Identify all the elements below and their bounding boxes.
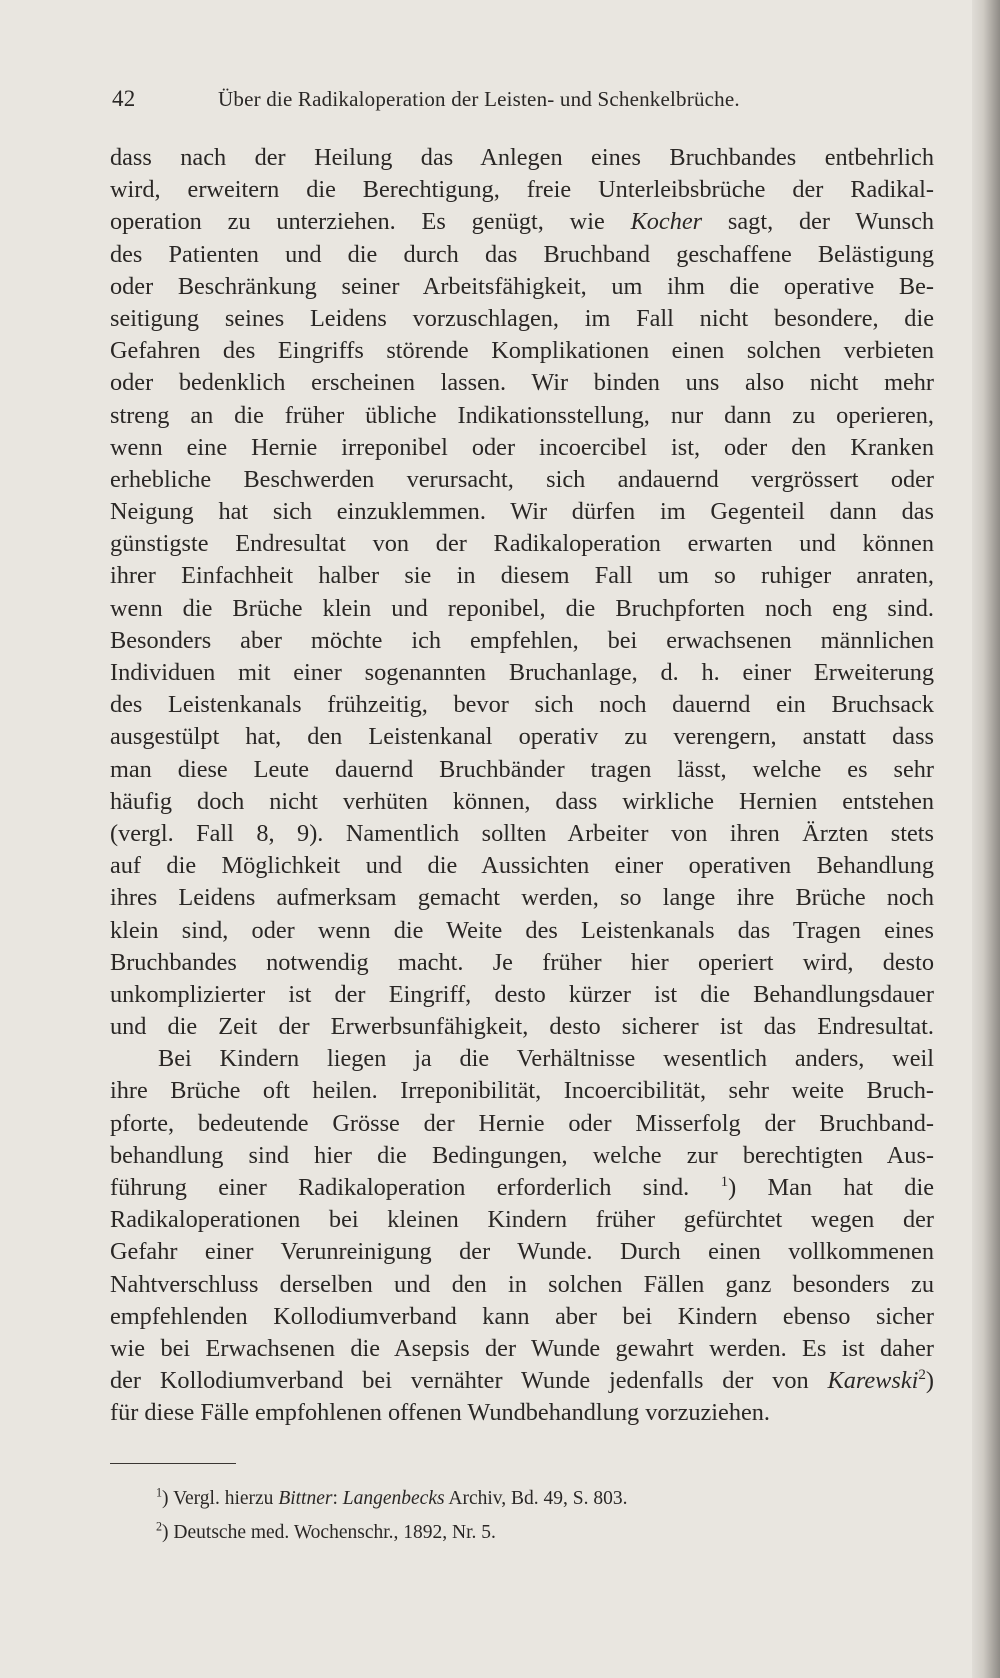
text-line: seitigung seines Leidens vorzuschlagen, im Fall nicht besondere, die bbox=[110, 304, 934, 332]
text-line: man diese Leute dauernd Bruchbänder tragen lässt, welche es sehr bbox=[110, 755, 934, 783]
text-line: ihres Leidens aufmerksam gemacht werden, so lange ihre Brüche noch bbox=[110, 884, 934, 912]
text-line: häufig doch nicht verhüten können, dass wirkliche Hernien entstehen bbox=[110, 787, 934, 815]
footnote-ref-2: 2 bbox=[918, 1367, 926, 1384]
text-line: (vergl. Fall 8, 9). Namentlich sollten Arbeiter von ihren Ärzten stets bbox=[110, 819, 934, 847]
text-line: führung einer Radikaloperation erforderlich sind. $^1$) Man hat die bbox=[110, 1173, 934, 1201]
running-title: Über die Radikaloperation der Leisten- und Schenkelbrüche. bbox=[218, 87, 740, 111]
text-line: Besonders aber möchte ich empfehlen, bei erwachsenen männlichen bbox=[110, 626, 934, 654]
paragraph-1 bbox=[110, 142, 934, 1043]
footnote-2: $^2$) Deutsche med. Wochenschr., 1892, Nr. 5. bbox=[156, 1519, 496, 1543]
footnote-divider bbox=[110, 1463, 236, 1464]
page-number: 42 bbox=[112, 86, 136, 111]
author-name-karewski: Karewski bbox=[827, 1367, 919, 1395]
text-line: oder bedenklich erscheinen lassen. Wir binden uns also nicht mehr bbox=[110, 369, 934, 397]
text-line: für diese Fälle empfohlenen offenen Wundbehandlung vorzuziehen. bbox=[110, 1399, 770, 1427]
text-line: wird, erweitern die Berechtigung, freie Unterleibsbrüche der Radikal- bbox=[110, 176, 934, 204]
page-header bbox=[112, 86, 932, 120]
footnote-journal: Langenbecks bbox=[342, 1488, 445, 1509]
text-line: erhebliche Beschwerden verursacht, sich andauernd vergrössert oder bbox=[110, 465, 934, 493]
text-line: der Kollodiumverband bei vernähter Wunde jedenfalls der von Karewski$^2$) bbox=[110, 1367, 934, 1395]
text-line: empfehlenden Kollodiumverband kann aber bei Kindern ebenso sicher bbox=[110, 1302, 934, 1330]
page-edge-shadow bbox=[972, 0, 1000, 1678]
text-line: wenn eine Hernie irreponibel oder incoercibel ist, oder den Kranken bbox=[110, 433, 934, 461]
text-line: wenn die Brüche klein und reponibel, die Bruchpforten noch eng sind. bbox=[110, 594, 934, 622]
text-line: Bei Kindern liegen ja die Verhältnisse wesentlich anders, weil bbox=[158, 1045, 934, 1073]
text-line: ihre Brüche oft heilen. Irreponibilität, Incoercibilität, sehr weite Bruch- bbox=[110, 1077, 934, 1105]
text-line: oder Beschränkung seiner Arbeitsfähigkeit, um ihm die operative Be- bbox=[110, 272, 934, 300]
footnotes bbox=[156, 1482, 896, 1550]
paragraph-2 bbox=[110, 1043, 934, 1429]
text-line: Gefahren des Eingriffs störende Komplikationen einen solchen verbieten bbox=[110, 337, 934, 365]
text-line: und die Zeit der Erwerbsunfähigkeit, desto sicherer ist das Endresultat. bbox=[110, 1013, 934, 1041]
text-line: Neigung hat sich einzuklemmen. Wir dürfen im Gegenteil dann das bbox=[110, 498, 934, 526]
text-line: günstigste Endresultat von der Radikaloperation erwarten und können bbox=[110, 530, 934, 558]
text-line: des Leistenkanals frühzeitig, bevor sich noch dauernd ein Bruchsack bbox=[110, 691, 934, 719]
text-line: Radikaloperationen bei kleinen Kindern früher gefürchtet wegen der bbox=[110, 1206, 934, 1234]
footnote-1: $^1$) Vergl. hierzu Bittner: Langenbecks Archiv, Bd. 49, S. 803. bbox=[156, 1485, 628, 1509]
text-line: Bruchbandes notwendig macht. Je früher hier operiert wird, desto bbox=[110, 948, 934, 976]
text-line: ausgestülpt hat, den Leistenkanal operativ zu verengern, anstatt dass bbox=[110, 723, 934, 751]
text-line: streng an die früher übliche Indikationsstellung, nur dann zu operieren, bbox=[110, 401, 934, 429]
footnote-ref-1: 1 bbox=[720, 1173, 729, 1190]
text-line: dass nach der Heilung das Anlegen eines Bruchbandes entbehrlich bbox=[110, 144, 934, 171]
footnote-mark: 2 bbox=[156, 1519, 163, 1534]
text-line: behandlung sind hier die Bedingungen, welche zur berechtigten Aus- bbox=[110, 1141, 934, 1169]
text-line: unkomplizierter ist der Eingriff, desto kürzer ist die Behandlungsdauer bbox=[110, 980, 934, 1008]
footnote-mark: 1 bbox=[156, 1485, 163, 1500]
text-line: ihrer Einfachheit halber sie in diesem Fall um so ruhiger anraten, bbox=[110, 562, 934, 590]
text-line: klein sind, oder wenn die Weite des Leistenkanals das Tragen eines bbox=[110, 916, 934, 944]
text-line: operation zu unterziehen. Es genügt, wie Kocher sagt, der Wunsch bbox=[110, 208, 935, 236]
text-line: Nahtverschluss derselben und den in solchen Fällen ganz besonders zu bbox=[110, 1270, 934, 1298]
text-line: des Patienten und die durch das Bruchband geschaffene Belästigung bbox=[110, 240, 934, 268]
text-line: Individuen mit einer sogenannten Bruchanlage, d. h. einer Erweiterung bbox=[110, 659, 934, 686]
author-name-kocher: Kocher bbox=[630, 208, 703, 236]
text-line: pforte, bedeutende Grösse der Hernie oder Misserfolg der Bruchband- bbox=[110, 1109, 934, 1137]
text-line: wie bei Erwachsenen die Asepsis der Wunde gewahrt werden. Es ist daher bbox=[110, 1334, 934, 1362]
footnote-author: Bittner bbox=[278, 1488, 333, 1509]
body-text bbox=[110, 142, 934, 1430]
text-line: Gefahr einer Verunreinigung der Wunde. Durch einen vollkommenen bbox=[110, 1238, 934, 1266]
text-line: auf die Möglichkeit und die Aussichten einer operativen Behandlung bbox=[110, 852, 934, 880]
